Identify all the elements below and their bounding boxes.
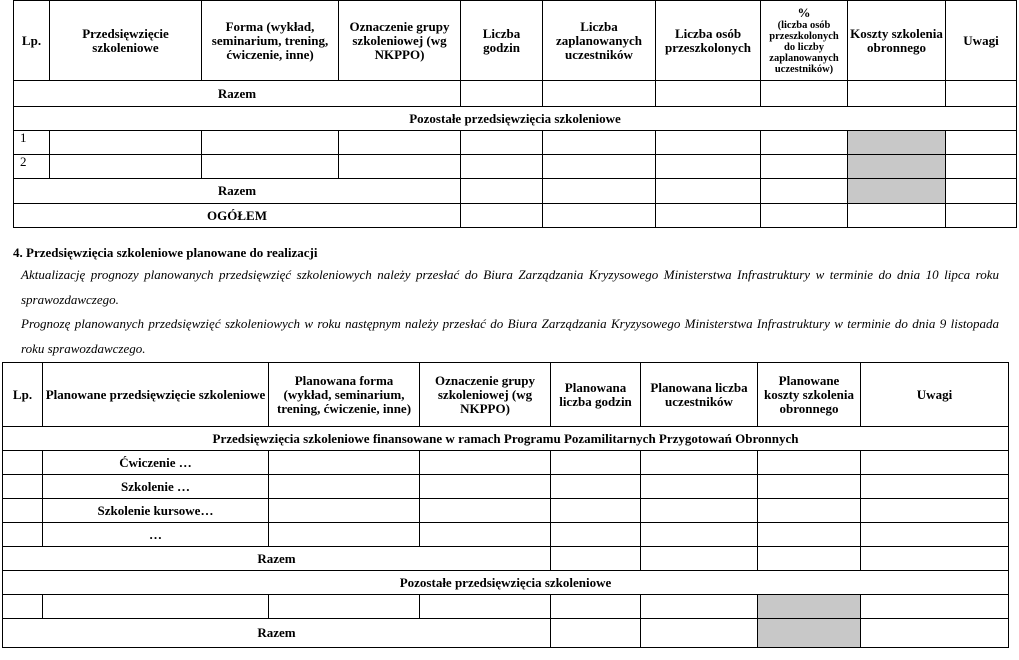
row-number: 2 <box>14 155 50 179</box>
table-row <box>3 619 1009 648</box>
header-planowana-forma: Planowana forma (wykład, seminarium, trening, ćwiczenie, inne) <box>269 363 420 427</box>
header-planowana-liczba-uczestnikow: Planowana liczba uczestników <box>641 363 758 427</box>
header-liczba-osob: Liczba osób przeszkolonych <box>656 1 761 81</box>
razem-label: Razem <box>3 547 551 571</box>
table-row <box>3 499 1009 523</box>
header-liczba-godzin: Liczba godzin <box>461 1 543 81</box>
row-number: 1 <box>14 131 50 155</box>
pozostale-heading: Pozostałe przedsięwzięcia szkoleniowe <box>3 571 1009 595</box>
ogolem-label: OGÓŁEM <box>14 204 461 228</box>
header-oznaczenie: Oznaczenie grupy szkoleniowej (wg NKPPO) <box>420 363 551 427</box>
header-percent <box>761 1 848 81</box>
item-label: Ćwiczenie … <box>43 451 269 475</box>
table-header-row <box>3 363 1009 427</box>
item-label: Szkolenie kursowe… <box>43 499 269 523</box>
header-liczba-zaplanowanych: Liczba zaplanowanych uczestników <box>543 1 656 81</box>
table-row <box>3 595 1009 619</box>
percent-symbol: % <box>797 4 811 20</box>
header-uwagi: Uwagi <box>861 363 1009 427</box>
header-przedsiewziecie: Przedsięwzięcie szkoleniowe <box>50 1 202 81</box>
razem-label: Razem <box>14 179 461 204</box>
table-header-row <box>14 1 1017 81</box>
table-row <box>14 131 1017 155</box>
item-label: Szkolenie … <box>43 475 269 499</box>
gray-cell <box>848 131 946 155</box>
table-row <box>14 155 1017 179</box>
gray-cell <box>758 595 861 619</box>
section-title: 4. Przedsięwzięcia szkoleniowe planowane do realizacji <box>13 245 318 260</box>
header-planowane-przedsiewziecie: Planowane przedsięwzięcie szkoleniowe <box>43 363 269 427</box>
header-oznaczenie: Oznaczenie grupy szkoleniowej (wg NKPPO) <box>339 1 461 81</box>
note-prognoza: Prognozę planowanych przedsięwzięć szkoleniowych w roku następnym należy przesłać do Biura Zarządzania Kryzysowego Ministerstwa Infrastruktury w terminie do dnia 9 listopada roku sprawozdawczego. <box>21 316 999 356</box>
gray-cell <box>848 155 946 179</box>
table-row <box>3 475 1009 499</box>
note-aktualizacja: Aktualizację prognozy planowanych przedsięwzięć szkoleniowych należy przesłać do Biura Zarządzania Kryzysowego Ministerstwa Infrastruktury w terminie do dnia 10 lipca roku sprawozdawczego. <box>21 267 999 307</box>
table-row <box>3 547 1009 571</box>
gray-cell <box>758 619 861 648</box>
planned-training-table <box>2 362 1009 648</box>
header-lp: Lp. <box>3 363 43 427</box>
percent-description: (liczba osób przeszkolonych do liczby zaplanowanych uczestników) <box>769 19 839 75</box>
section-row <box>3 571 1009 595</box>
training-report-table <box>13 0 1017 228</box>
header-planowana-liczba-godzin: Planowana liczba godzin <box>551 363 641 427</box>
table-row <box>3 523 1009 547</box>
header-planowane-koszty: Planowane koszty szkolenia obronnego <box>758 363 861 427</box>
table-row <box>3 451 1009 475</box>
pozostale-heading: Pozostałe przedsięwzięcia szkoleniowe <box>14 107 1017 131</box>
razem-label: Razem <box>3 619 551 648</box>
table-row <box>14 179 1017 204</box>
header-forma: Forma (wykład, seminarium, trening, ćwiczenie, inne) <box>202 1 339 81</box>
item-label: … <box>43 523 269 547</box>
section-row <box>3 427 1009 451</box>
header-uwagi: Uwagi <box>946 1 1017 81</box>
razem-label: Razem <box>14 81 461 107</box>
section-row <box>14 107 1017 131</box>
header-koszty: Koszty szkolenia obronnego <box>848 1 946 81</box>
gray-cell <box>848 179 946 204</box>
table-row <box>14 204 1017 228</box>
finansowane-heading: Przedsięwzięcia szkoleniowe finansowane w ramach Programu Pozamilitarnych Przygotowań Obronnych <box>3 427 1009 451</box>
header-lp: Lp. <box>14 1 50 81</box>
table-row <box>14 81 1017 107</box>
